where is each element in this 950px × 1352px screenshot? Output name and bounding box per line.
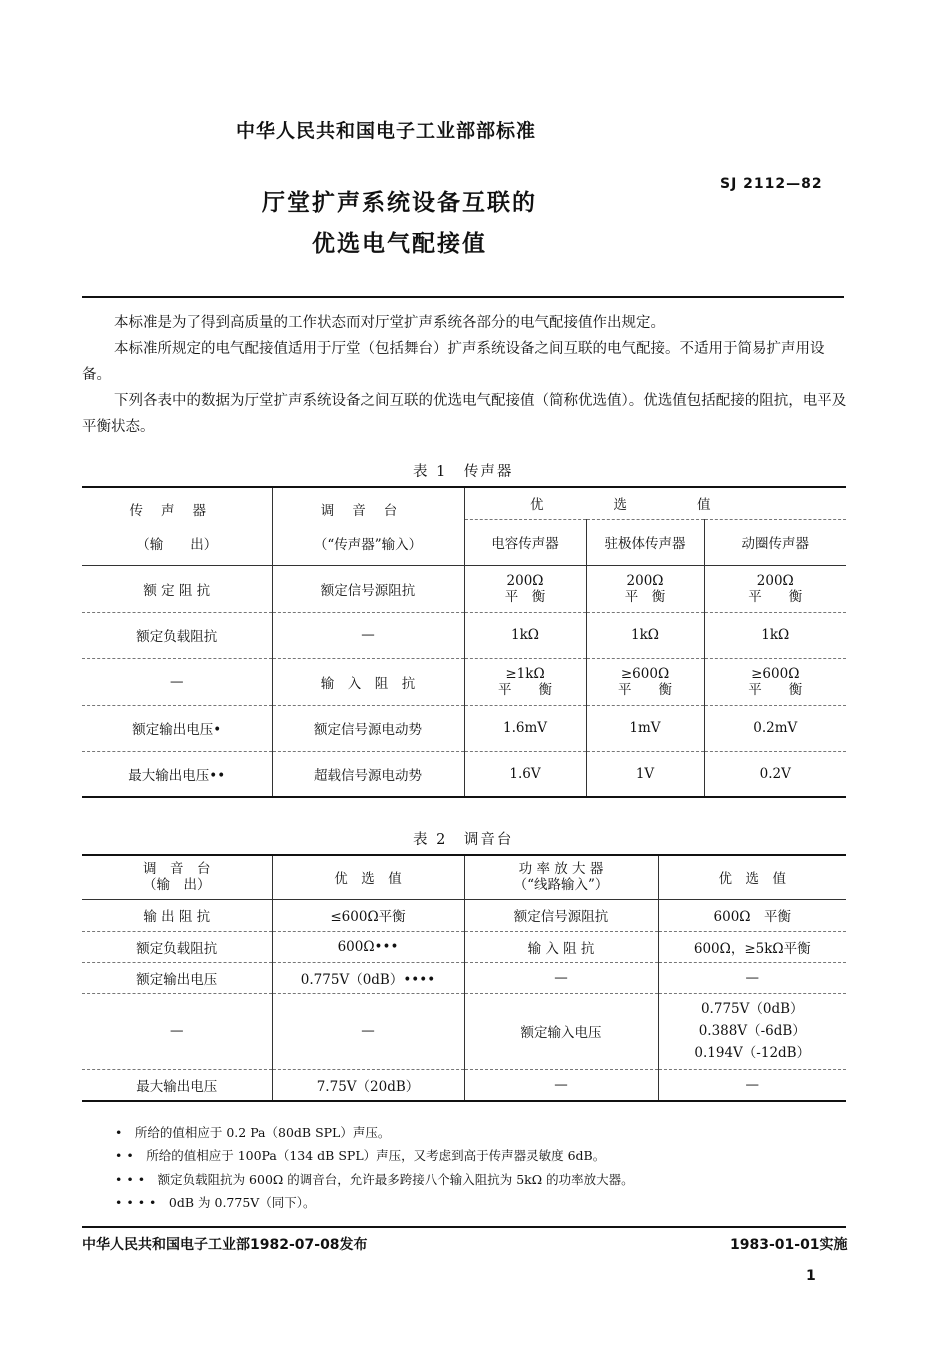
- t1-sub-condenser: 电容传声器: [464, 519, 586, 565]
- t1-r2-v3: 1kΩ: [704, 612, 846, 658]
- t1-r4-v1: 1.6mV: [464, 705, 586, 751]
- t2-r3-c3: —: [464, 962, 658, 993]
- t1-r3-v3-balance: 平 衡: [748, 681, 803, 698]
- t1-r3-v1: [464, 658, 586, 705]
- footnote-4: • • • • 0dB 为 0.775V（同下）。: [115, 1195, 316, 1210]
- t1-r1-v3-balance: 平 衡: [748, 588, 803, 605]
- t1-r2-c2: —: [272, 612, 464, 658]
- intro-paragraph-1: 本标准是为了得到高质量的工作状态而对厅堂扩声系统各部分的电气配接值作出规定。: [114, 315, 665, 331]
- t1-sub-electret: 驻极体传声器: [586, 519, 704, 565]
- t1-header-mixer: [272, 487, 464, 565]
- issuing-org: 中华人民共和国电子工业部部标准: [236, 120, 537, 142]
- t1-r5-v3: 0.2V: [704, 751, 846, 797]
- t1-r1-c2: 额定信号源阻抗: [272, 565, 464, 612]
- table-mixer: [82, 854, 846, 1102]
- t1-r1-v1-value: 200Ω: [506, 572, 544, 589]
- table-row: [82, 612, 846, 658]
- t1-r3-c1: —: [82, 658, 272, 705]
- t1-header-source-sub: （输 出）: [136, 537, 218, 554]
- t2-r3-c4: —: [658, 962, 846, 993]
- t2-r4-c3: 额定输入电压: [464, 993, 658, 1069]
- table-row: [82, 751, 846, 797]
- t1-r4-v3: 0.2mV: [704, 705, 846, 751]
- t2-r4-c4-line3: 0.194V（-12dB）: [694, 1045, 811, 1061]
- t2-header-amp-sub: （“线路输入”）: [513, 877, 609, 894]
- t2-header-mixer-sub: （输 出）: [143, 877, 211, 894]
- t1-r2-c1: 额定负载阻抗: [82, 612, 272, 658]
- t2-header-mixer: [82, 855, 272, 899]
- t1-r5-c1: 最大输出电压••: [82, 751, 272, 797]
- table-row: [82, 962, 846, 993]
- t2-header-pref2: 优 选 值: [658, 855, 846, 899]
- t2-r2-c1: 额定负载阻抗: [82, 931, 272, 962]
- t1-r5-v1: 1.6V: [464, 751, 586, 797]
- intro-paragraph-2: 本标准所规定的电气配接值适用于厅堂（包括舞台）扩声系统设备之间互联的电气配接。不适用于简易扩声用设备。: [82, 341, 825, 383]
- page-number: 1: [806, 1268, 816, 1284]
- t1-r3-v1-balance: 平 衡: [498, 681, 552, 698]
- standard-code: SJ 2112—82: [720, 176, 823, 192]
- t2-r4-c2: —: [272, 993, 464, 1069]
- t1-r1-v2-value: 200Ω: [626, 572, 664, 589]
- t1-r4-c1: 额定输出电压•: [82, 705, 272, 751]
- t2-r1-c2: ≤600Ω平衡: [272, 899, 464, 931]
- t2-r5-c3: —: [464, 1069, 658, 1101]
- header-rule: [82, 296, 844, 298]
- t1-r5-v2: 1V: [586, 751, 704, 797]
- footnote-1: • 所给的值相应于 0.2 Pa（80dB SPL）声压。: [115, 1125, 391, 1140]
- title-line-1: 厅堂扩声系统设备互联的: [262, 190, 537, 216]
- t1-r3-v2: [586, 658, 704, 705]
- t2-r3-c2: 0.775V（0dB）••••: [272, 962, 464, 993]
- t1-r1-v1: [464, 565, 586, 612]
- table-row: [82, 931, 846, 962]
- t2-header-pref1: 优 选 值: [272, 855, 464, 899]
- t1-header-preferred: 优选值: [464, 487, 846, 519]
- t1-r3-v2-value: ≥600Ω: [620, 665, 670, 682]
- t1-r3-v1-value: ≥1kΩ: [505, 665, 545, 682]
- t1-r1-v3: [704, 565, 846, 612]
- t2-r5-c2: 7.75V（20dB）: [272, 1069, 464, 1101]
- effective-date: 1983-01-01实施: [730, 1237, 848, 1253]
- t1-header-source: [82, 487, 272, 565]
- table-row: [82, 565, 846, 612]
- t1-r4-v2: 1mV: [586, 705, 704, 751]
- t1-r3-v3-value: ≥600Ω: [751, 665, 800, 682]
- t2-r4-c1: —: [82, 993, 272, 1069]
- publish-date: 中华人民共和国电子工业部1982-07-08发布: [82, 1237, 368, 1253]
- t2-r2-c2: 600Ω•••: [272, 931, 464, 962]
- t2-r5-c4: —: [658, 1069, 846, 1101]
- t1-r1-c1: 额 定 阻 抗: [82, 565, 272, 612]
- footer-rule: [82, 1226, 846, 1228]
- footnote-3: • • • 额定负载阻抗为 600Ω 的调音台，允许最多跨接八个输入阻抗为 5kΩ 的功率放大器。: [115, 1172, 634, 1187]
- t2-r3-c1: 额定输出电压: [82, 962, 272, 993]
- t1-r3-c2: 输 入 阻 抗: [272, 658, 464, 705]
- intro-paragraph-3: 下列各表中的数据为厅堂扩声系统设备之间互联的优选电气配接值（简称优选值）。优选值包括配接的阻抗，电平及平衡状态。: [82, 393, 847, 435]
- t1-r3-v3: [704, 658, 846, 705]
- t1-header-mixer-label: 调音台: [320, 503, 416, 520]
- table2-caption: 表 2 调音台: [413, 832, 514, 848]
- t1-r1-v1-balance: 平 衡: [504, 588, 546, 605]
- t1-sub-dynamic: 动圈传声器: [704, 519, 846, 565]
- t1-r2-v1: 1kΩ: [464, 612, 586, 658]
- t1-r5-c2: 超载信号源电动势: [272, 751, 464, 797]
- t1-r1-v3-value: 200Ω: [756, 572, 794, 589]
- table-row: [82, 899, 846, 931]
- t2-r1-c4: 600Ω 平衡: [658, 899, 846, 931]
- t2-r2-c4: 600Ω，≥5kΩ平衡: [658, 931, 846, 962]
- t1-header-mixer-sub: （“传声器”输入）: [313, 537, 423, 554]
- t2-r4-c4: [658, 993, 846, 1069]
- title-line-2: 优选电气配接值: [312, 231, 487, 257]
- t2-r4-c4-line2: 0.388V（-6dB）: [698, 1023, 806, 1039]
- table-row: [82, 1069, 846, 1101]
- t1-r1-v2: [586, 565, 704, 612]
- t2-header-amp: [464, 855, 658, 899]
- t1-r2-v2: 1kΩ: [586, 612, 704, 658]
- table-row: [82, 705, 846, 751]
- t2-r4-c4-line1: 0.775V（0dB）: [700, 1001, 804, 1017]
- t2-header-mixer-label: 调 音 台: [143, 861, 211, 878]
- t1-header-source-label: 传声器: [129, 503, 224, 520]
- t1-r4-c2: 额定信号源电动势: [272, 705, 464, 751]
- footnote-2: • • 所给的值相应于 100Pa（134 dB SPL）声压，又考虑到高于传声器灵敏度 6dB。: [115, 1148, 606, 1163]
- table1-caption: 表 1 传声器: [413, 464, 514, 480]
- t2-r5-c1: 最大输出电压: [82, 1069, 272, 1101]
- t2-r1-c1: 输 出 阻 抗: [82, 899, 272, 931]
- t1-r3-v2-balance: 平 衡: [618, 681, 672, 698]
- t2-r2-c3: 输 入 阻 抗: [464, 931, 658, 962]
- table-row: [82, 658, 846, 705]
- t2-header-amp-label: 功 率 放 大 器: [518, 861, 604, 878]
- table-row: [82, 993, 846, 1069]
- t1-r1-v2-balance: 平 衡: [624, 588, 666, 605]
- table-microphone: [82, 486, 846, 798]
- t2-r1-c3: 额定信号源阻抗: [464, 899, 658, 931]
